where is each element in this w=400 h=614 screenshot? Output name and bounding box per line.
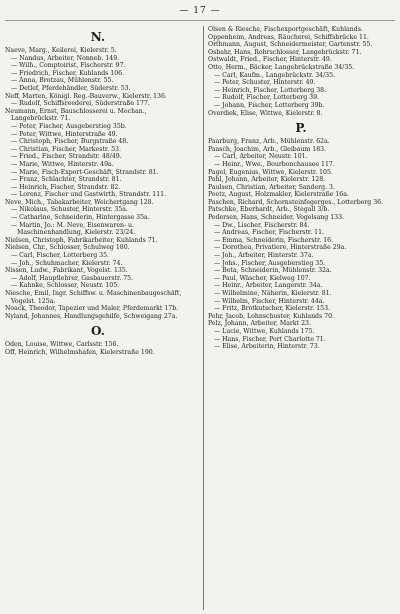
right-entries-list-2 [208, 138, 394, 351]
directory-entry: Noack, Theodor, Tapezier und Maler, Pferdemarkt 17b. [5, 305, 179, 313]
directory-entry: — Fried., Fischer, Strandstr. 48/49. [11, 153, 122, 161]
directory-entry: — Christoph, Fischer, Burgstraße 48. [11, 138, 129, 146]
directory-entry: Pelz, Johann, Arbeiter, Markt 23. [208, 320, 311, 328]
directory-entry: — Adolf, Hauptlehrer, Gasbauerstr. 75. [11, 274, 134, 282]
directory-entry: Neve, Mich., Tabakarbeiter, Weichertgang 128. [5, 198, 154, 206]
directory-entry: Olsen & Riesche, Fischexportgeschäft, Kuhlands. [208, 26, 363, 33]
directory-entry: — Kahnke, Schlosser, Neustr. 105. [11, 282, 120, 290]
directory-entry: — Fritz, Brotkutscher, Kielerstr. 153. [214, 305, 331, 313]
directory-entry: — Catharine, Schneiderin, Hintergasse 35a. [11, 214, 150, 222]
directory-entry: Nielsen, Christoph, Fabrikarbeiter, Kuhlands 71. [5, 236, 158, 244]
directory-entry: Otto, Herm., Bäcker, Langebrückstraße 34/35. [208, 63, 355, 71]
directory-entry: — Peter, Wittwe, Hinterstraße 49. [11, 130, 118, 138]
directory-entry: Ostwaldt, Fried., Fischer, Hinterstr. 49. [208, 56, 332, 64]
page-number: — 17 — [179, 6, 221, 16]
directory-entry: — Heinrich, Fischer, Strandstr. 82. [11, 183, 121, 191]
column-divider [203, 26, 204, 610]
directory-entry: — Nandus, Arbeiter, Nonneb. 149. [11, 54, 120, 62]
directory-entry: — Wilhelmine, Näherin, Kielerstr. 81. [214, 290, 332, 297]
directory-entry: Paasch, Joachim, Arb., Gleibaum 183. [208, 145, 327, 153]
directory-entry: Paulsen, Christian, Arbeiter, Sanderg. 3. [208, 183, 335, 191]
directory-entry: — Carl, Fischer, Lotterberg 35. [11, 252, 109, 260]
directory-entry: — Paul, Wäscher, Kielweg 107. [214, 274, 311, 282]
directory-entry: — Heinr., Arbeiter, Langerstr. 34a. [214, 282, 323, 290]
directory-entry: — Peter, Schuster, Hinterstr. 49. [214, 79, 316, 87]
directory-entry: Neff, Marten, Königl. Reg.-Bauverw., Kielerstr. 136. [5, 92, 167, 100]
directory-entry: — Elise, Arbeiterin, Hinterstr. 73. [214, 343, 320, 351]
section-letter-p: P. [295, 121, 307, 136]
directory-entry: — Dw., Lischer, Fischerstr. 84. [214, 221, 310, 229]
directory-entry: — Peter, Fischer, Ausgeberstieg 35b. [11, 122, 127, 130]
directory-entry: Overdiek, Elise, Wittwe, Kielerstr. 8. [208, 109, 323, 117]
directory-entry: — Joh., Schuhmacher, Kielerstr. 74. [11, 259, 123, 267]
left-entries-list [5, 47, 191, 320]
directory-entry: — Heinr., Wwe., Bourbonchausee 117. [214, 160, 335, 168]
directory-entry: Oden, Louise, Wittwe, Carlsstr. 156. [5, 341, 119, 349]
directory-entry: Niesche, Emil, Ingr. Schiffsw. u. Maschinenbaugeschäft, Vogelst. 125a. [5, 290, 182, 305]
directory-entry: — Heinrich, Fischer, Lotterberg 38. [214, 86, 327, 94]
left-entries-list-2 [5, 341, 191, 356]
directory-entry: — Andreas, Fischer, Fischerstr. 11. [214, 229, 324, 237]
directory-entry: — Martin, Jo.: M. Neve, Eisenwaren- u. Maschinenhandlung, Kielerstr. 23/24. [11, 221, 136, 237]
directory-entry: Oppenheim, Andreas, Räucherei, Schiffsbrücke 11. [208, 33, 369, 41]
directory-entry: Paarburg, Franz, Arb., Mühlenstr. 62a. [208, 138, 330, 146]
directory-entry: — Lorenz, Fischer und Gastwirth, Strandstr. 111. [11, 191, 167, 199]
directory-entry: Neumann, Ernst, Bauschlosserei u. Mechan., Langebrückstr. 71. [5, 107, 147, 123]
left-column [5, 26, 191, 610]
right-column [208, 26, 394, 610]
header-rule [5, 20, 395, 21]
section-letter-o: O. [91, 324, 105, 339]
directory-entry: — Christian, Fischer, Markestr. 53. [11, 145, 121, 153]
directory-entry: Nielsen, Chr., Schlosser, Schulweg 180. [5, 244, 130, 252]
directory-entry: — Marie, Fisch-Export-Geschäft, Strandstr. 81. [11, 168, 159, 176]
directory-entry: — Johs., Fischer, Ausgeberstieg 35. [214, 259, 326, 267]
right-entries-list [208, 26, 394, 117]
directory-entry: — Joh., Arbeiter, Hinterstr. 37a. [214, 252, 314, 260]
directory-entry: Nissen, Ludw., Fabrikant, Vogelst. 135. [5, 267, 128, 275]
directory-entry: — Wilhelm, Fischer, Hinterstr. 44a. [214, 297, 325, 305]
section-letter-n: N. [90, 30, 106, 44]
directory-entry: — Franz, Schlachter, Strandstr. 81. [11, 176, 122, 184]
directory-entry: — Carl, Kaufm., Langebrückstr. 34/35. [214, 71, 335, 79]
directory-entry: — Carl, Arbeiter, Neustr. 101. [214, 153, 308, 161]
directory-entry: Paschen, Richard, Schornsteinfegerges., Lotterberg 36. [208, 198, 384, 206]
directory-entry: — Anna, Brotzau, Mühlenstr. 55. [11, 77, 114, 85]
directory-entry: — Rudolf, Fischer, Lotterberg 39. [214, 94, 320, 102]
directory-entry: — Marie, Wittwe, Hinterstr. 49a. [11, 160, 114, 168]
directory-entry: Pagel, Eugenius, Wittwe, Kielerstr. 105. [208, 168, 333, 176]
directory-entry: Patschke, Eberhardt, Arb., Stegall 3/b. [208, 206, 330, 214]
directory-entry: — Beta, Schneiderin, Mühlenstr. 32a. [214, 267, 332, 275]
directory-entry: Orthmann, August, Schneidermeister, Gartenstr. 55. [208, 41, 373, 49]
directory-entry: Osbahr, Hans, Rohrschlosser, Langebrückstr. 71. [208, 48, 362, 56]
directory-entry: Off, Heinrich, Wilhelmshafen, Kielerstraße 190. [5, 348, 155, 356]
directory-entry: — Emma, Schneiderin, Fischerstr. 16. [214, 236, 334, 244]
directory-entry: — Wilh., Comptoirist, Fischerstr. 97. [11, 62, 126, 70]
directory-entry: — Dorothea, Privatiere, Hinterstraße 29a. [214, 244, 347, 252]
directory-entry: — Detlef, Pferdehändler, Süderstr. 53. [11, 84, 131, 92]
directory-entry: Pahl, Johann, Arbeiter, Kielerstr. 128. [208, 176, 326, 184]
directory-entry: Peetz, August, Holzmakler, Kielerstraße 16a. [208, 191, 349, 199]
directory-entry: Pedersen, Hans, Schneider, Vogelsang 133. [208, 214, 344, 222]
directory-entry: — Johann, Fischer, Lotterberg 39b. [214, 101, 325, 109]
directory-entry: — Nikolaus, Schuster, Hinterstr. 35a. [11, 206, 128, 214]
directory-entry: Naeve, Marg., Keilerei, Kielerstr. 5. [5, 47, 117, 54]
directory-entry: — Rudolf, Schiffsreederei, Süderstraße 177. [11, 100, 150, 108]
directory-entry: — Friedrich, Fischer, Kuhlands 106. [11, 69, 125, 77]
directory-entry: Pehr, Jacob, Lohnschuster, Kuhlands 70. [208, 312, 334, 320]
directory-entry: — Hans, Fischer, Port Charlotte 71. [214, 335, 326, 343]
directory-entry: Nyland, Johannes, Handlungsgehilfe, Schweigang 27a. [5, 312, 178, 320]
directory-entry: — Lucie, Wittwe, Kuhlands 175. [214, 327, 315, 335]
